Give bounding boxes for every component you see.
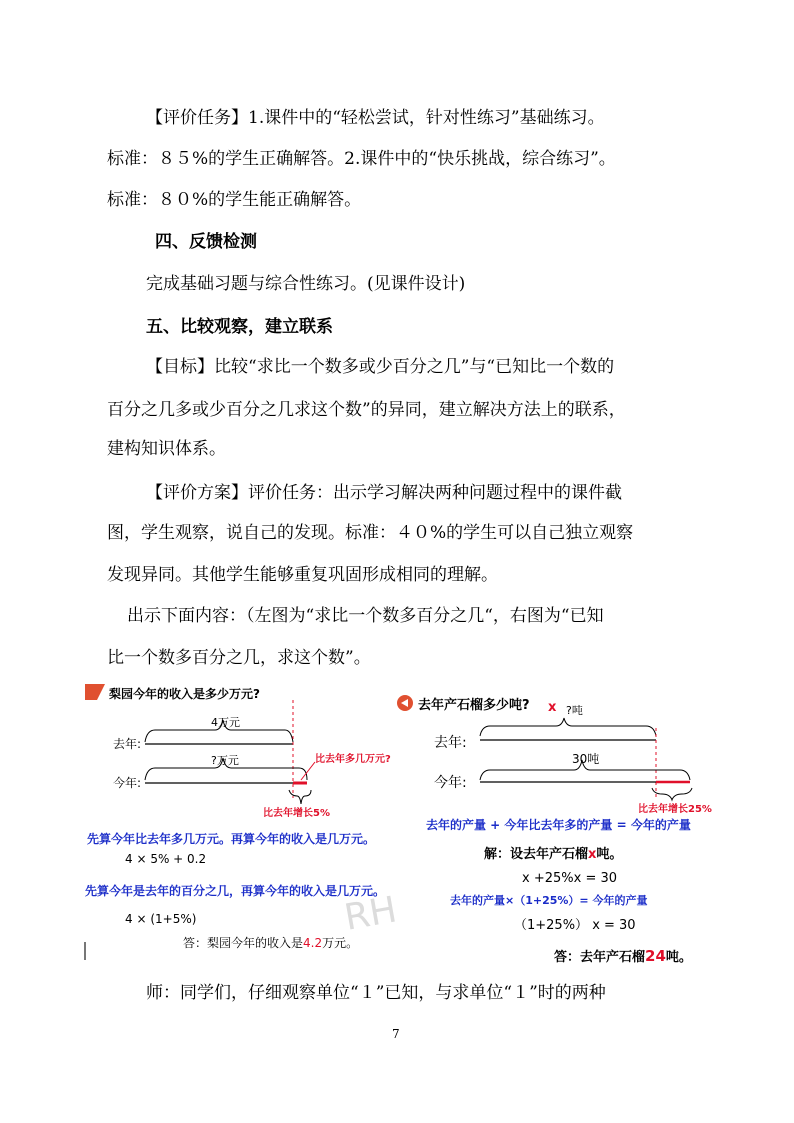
page-number: 7	[392, 1027, 400, 1041]
left-growth-label: 比去年增长5%	[263, 808, 330, 819]
show-content-line-2: 比一个数多百分之几，求这个数”。	[107, 648, 371, 668]
right-answer-prefix: 答：去年产石榴	[554, 950, 646, 965]
right-figure	[394, 688, 724, 970]
goal-line-1: 【目标】比较“求比一个数多或少百分之几”与“已知比一个数的	[146, 357, 615, 377]
more-arrow	[301, 762, 315, 780]
right-equation-2: （1+25%） x = 30	[514, 918, 636, 933]
right-solve-prefix: 解：设去年产石榴	[484, 847, 589, 862]
right-top-brace	[480, 718, 656, 736]
right-question: 去年产石榴多少吨?	[418, 698, 530, 713]
eval-task-line-2: 标准：８５%的学生正确解答。2.课件中的“快乐挑战，综合练习”。	[107, 149, 616, 169]
right-amount: 30吨	[572, 752, 600, 766]
show-content-line-1: 出示下面内容：（左图为“求比一个数多百分之几“，右图为“已知	[127, 606, 604, 626]
section-heading-5: 五、比较观察，建立联系	[146, 317, 333, 337]
eval-plan-line-2: 图，学生观察，说自己的发现。标准：４０%的学生可以自己独立观察	[107, 523, 634, 543]
left-method-1: 先算今年比去年多几万元。再算今年的收入是几万元。	[87, 832, 376, 846]
eval-plan-line-3: 发现异同。其他学生能够重复巩固形成相同的理解。	[107, 565, 498, 585]
right-answer-suffix: 吨。	[665, 950, 692, 965]
watermark: RH	[341, 889, 400, 939]
left-top-amount: 4万元	[211, 716, 240, 729]
right-relation-1: 去年的产量 + 今年比去年多的产量 = 今年的产量	[426, 818, 691, 832]
growth-brace	[289, 790, 311, 804]
section-heading-4: 四、反馈检测	[155, 232, 257, 252]
eval-task-line-3: 标准：８０%的学生能正确解答。	[107, 190, 362, 210]
left-last-year-label: 去年:	[113, 737, 142, 751]
left-bottom-amount: ?万元	[211, 754, 239, 767]
left-answer	[183, 934, 358, 951]
right-last-year-label: 去年:	[434, 735, 467, 751]
right-answer	[554, 946, 692, 965]
left-answer-suffix: 万元。	[322, 936, 359, 950]
left-expression-2: 4 × (1+5%)	[125, 912, 197, 926]
left-answer-prefix: 答：梨园今年的收入是	[183, 936, 304, 950]
left-this-year-label: 今年:	[113, 776, 142, 790]
teacher-line: 师：同学们，仔细观察单位“１”已知，与求单位“１”时的两种	[146, 983, 606, 1003]
right-x-mark: x	[548, 700, 557, 715]
eval-plan-line-1: 【评价方案】评价任务：出示学习解决两种问题过程中的课件截	[146, 483, 622, 503]
left-expression-1: 4 × 5% + 0.2	[125, 852, 207, 866]
left-title-marker-icon	[85, 684, 105, 700]
left-figure	[85, 680, 400, 960]
goal-line-2: 百分之几多或少百分之几求这个数”的异同，建立解决方法上的联系，	[107, 400, 626, 420]
right-equation-1: x +25%x = 30	[522, 871, 618, 886]
right-this-year-label: 今年:	[434, 775, 467, 791]
right-solve-suffix: 吨。	[596, 847, 623, 862]
right-solve-x: x	[588, 847, 597, 862]
left-more-label: 比去年多几万元?	[315, 754, 391, 765]
feedback-text: 完成基础习题与综合性练习。(见课件设计)	[146, 274, 466, 294]
left-method-2: 先算今年是去年的百分之几，再算今年的收入是几万元。	[85, 884, 386, 898]
left-answer-value: 4.2	[303, 936, 323, 950]
eval-task-line-1: 【评价任务】1.课件中的“轻松尝试，针对性练习”基础练习。	[146, 108, 605, 128]
right-relation-2: 去年的产量×（1+25%）= 今年的产量	[450, 894, 648, 907]
right-growth-label: 比去年增长25%	[638, 804, 712, 815]
right-unknown: ?吨	[566, 704, 583, 717]
right-growth-brace	[652, 788, 692, 800]
right-answer-value: 24	[645, 947, 666, 965]
right-solve	[484, 843, 622, 862]
goal-line-3: 建构知识体系。	[107, 439, 226, 459]
left-question: 梨园今年的收入是多少万元?	[109, 687, 260, 701]
